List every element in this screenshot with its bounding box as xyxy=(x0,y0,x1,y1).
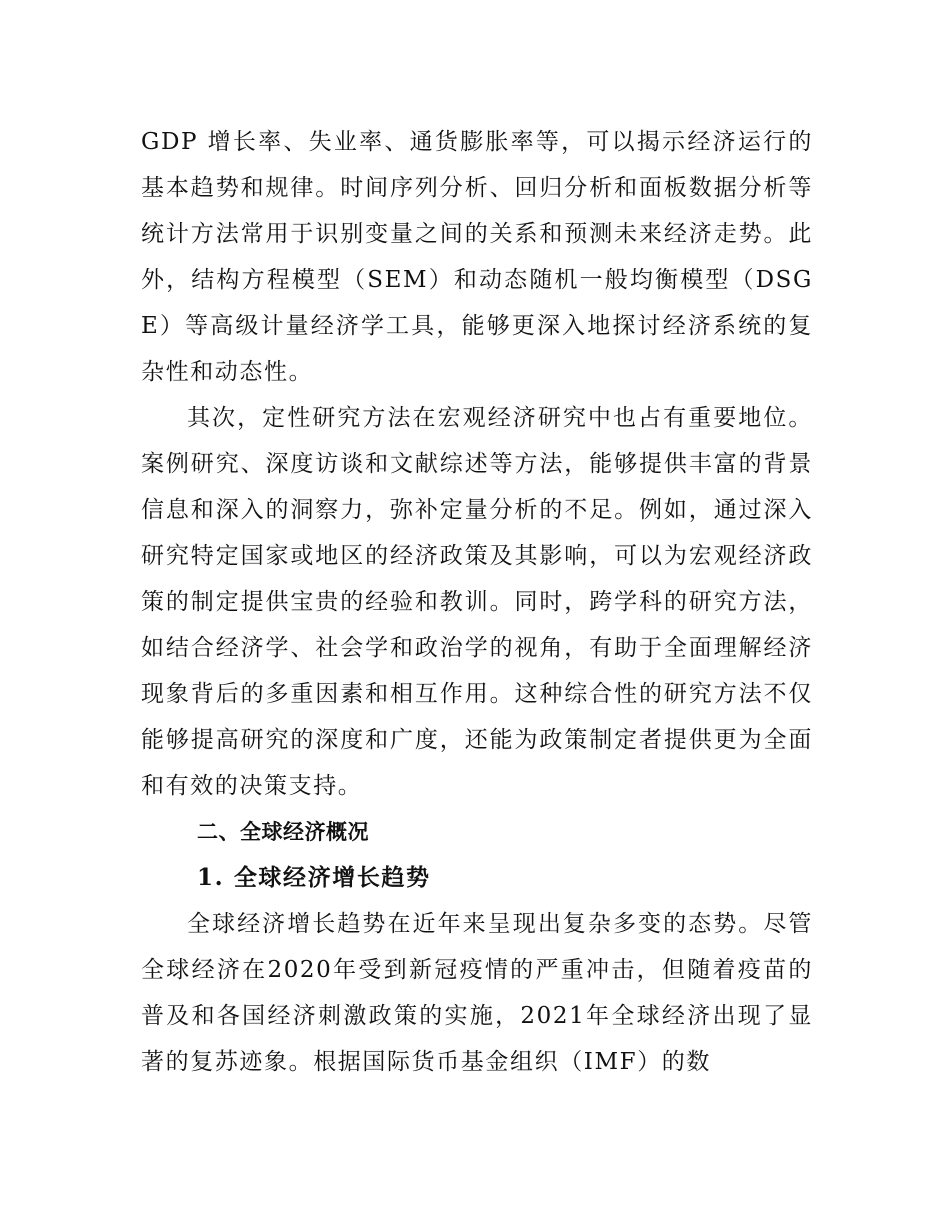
section-heading: 二、全球经济概况 xyxy=(197,820,369,844)
paragraph-quantitative-methods: GDP 增长率、失业率、通货膨胀率等，可以揭示经济运行的基本趋势和规律。时间序列分析、回归分析和面板数据分析等统计方法常用于识别变量之间的关系和预测未来经济走势。此外，结构方程模型（SEM）和动态随机一般均衡模型（DSGE）等高级计量经济学工具，能够更深入地探讨经济系统的复杂性和动态性。 xyxy=(141,129,813,385)
paragraph-global-growth: 全球经济增长趋势在近年来呈现出复杂多变的态势。尽管全球经济在2020年受到新冠疫情的严重冲击，但随着疫苗的普及和各国经济刺激政策的实施，2021年全球经济出现了显著的复苏迹象。根据国际货币基金组织（IMF）的数 xyxy=(141,911,813,1075)
subsection-heading: 1. 全球经济增长趋势 xyxy=(197,864,431,891)
document-body xyxy=(141,119,813,1085)
paragraph-qualitative-methods: 其次，定性研究方法在宏观经济研究中也占有重要地位。案例研究、深度访谈和文献综述等方法，能够提供丰富的背景信息和深入的洞察力，弥补定量分析的不足。例如，通过深入研究特定国家或地区的经济政策及其影响，可以为宏观经济政策的制定提供宝贵的经验和教训。同时，跨学科的研究方法，如结合经济学、社会学和政治学的视角，有助于全面理解经济现象背后的多重因素和相互作用。这种综合性的研究方法不仅能够提高研究的深度和广度，还能为政策制定者提供更为全面和有效的决策支持。 xyxy=(141,405,813,799)
